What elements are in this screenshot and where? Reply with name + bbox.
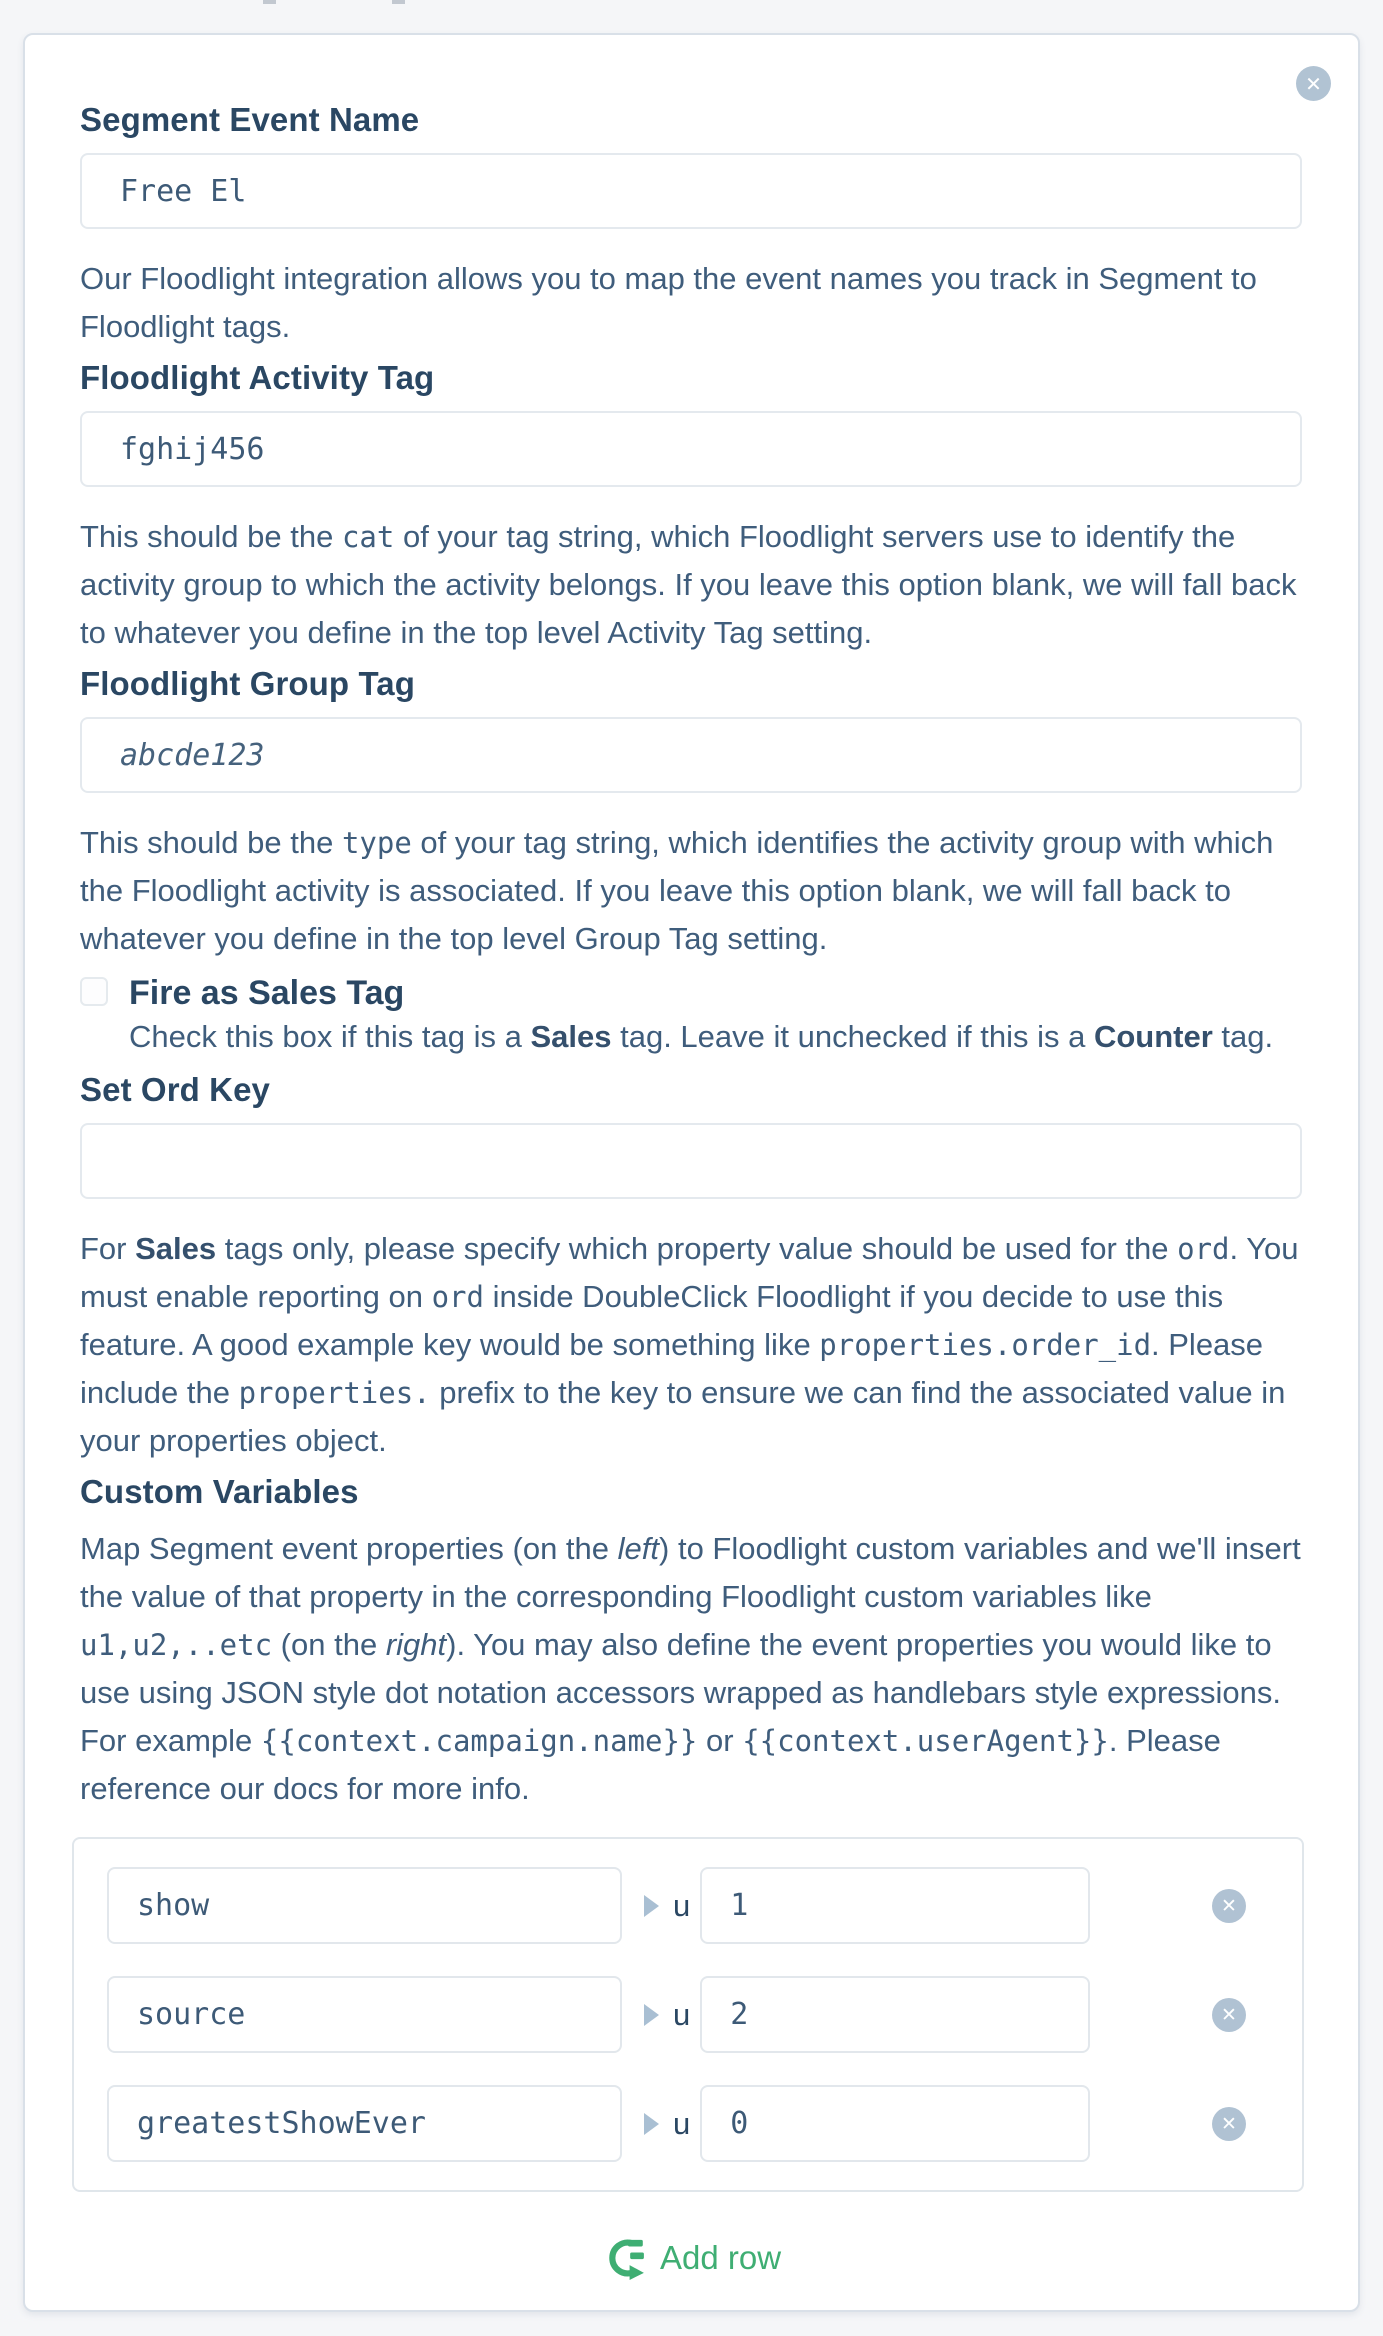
close-icon: ✕ <box>1221 1894 1237 1917</box>
segment-event-name-input[interactable] <box>80 153 1302 229</box>
close-icon: ✕ <box>1221 2003 1237 2026</box>
help-text: This should be the <box>80 519 342 554</box>
variable-number-input[interactable] <box>700 1976 1090 2053</box>
floodlight-event-mapping-modal <box>23 33 1360 2312</box>
inline-code: ord <box>431 1280 484 1314</box>
property-input[interactable] <box>107 1867 622 1944</box>
help-text: ) to Floodlight custom variables and we'll insert the value of that property in the corresponding Floodlight custom variables like <box>80 1531 1301 1614</box>
activity-tag-input[interactable] <box>80 411 1302 487</box>
ord-key-input[interactable] <box>80 1123 1302 1199</box>
help-text: . Please reference our docs for more info. <box>80 1723 1221 1806</box>
sales-tag-text <box>129 971 1273 1059</box>
add-row-button[interactable] <box>601 2236 781 2280</box>
help-text: or <box>697 1723 743 1758</box>
u-prefix-label: u <box>673 1887 691 1923</box>
map-arrow-icon <box>644 2113 659 2135</box>
bold-text: Counter <box>1093 1019 1213 1054</box>
help-text: (on the <box>272 1627 386 1662</box>
variable-number-input[interactable] <box>700 1867 1090 1944</box>
inline-code: {{context.campaign.name}} <box>260 1724 698 1758</box>
page-background-artifact <box>263 0 276 4</box>
help-text: inside DoubleClick Floodlight if you decide to use this feature. A good example key would be something like <box>80 1279 1224 1362</box>
help-text: Map Segment event properties (on the <box>80 1531 618 1566</box>
segment-event-name-help <box>80 255 1302 351</box>
remove-row-button[interactable] <box>1212 2107 1246 2141</box>
add-row-container <box>80 2236 1302 2285</box>
custom-variables-label: Custom Variables <box>80 1473 359 1510</box>
help-text: Our Floodlight integration allows you to map the event names you track in Segment to Floodlight tags. <box>80 261 1257 344</box>
group-tag-help <box>80 819 1302 963</box>
help-text: of your tag string, which identifies the activity group with which the Floodlight activity is associated. If you leave this option blank, we will fall back to whatever you define in the top level Group Tag setting. <box>80 825 1274 956</box>
u-prefix-label: u <box>673 1996 691 2032</box>
custom-variables-panel <box>72 1837 1304 2192</box>
group-tag-input[interactable] <box>80 717 1302 793</box>
add-row-label: Add row <box>659 2239 782 2276</box>
map-arrow-icon <box>644 1895 659 1917</box>
inline-code: u1,u2,..etc <box>80 1628 273 1662</box>
help-text: This should be the <box>80 825 342 860</box>
help-text: . Please include the <box>80 1327 1264 1410</box>
bold-text: Sales <box>530 1019 612 1054</box>
italic-text: left <box>617 1531 660 1566</box>
help-text: For <box>80 1231 136 1266</box>
bold-text: Sales <box>135 1231 217 1266</box>
activity-tag-help <box>80 513 1302 657</box>
inline-code: ord <box>1177 1232 1230 1266</box>
inline-code: type <box>341 826 412 860</box>
remove-row-button[interactable] <box>1212 1998 1246 2032</box>
map-arrow-icon <box>644 2004 659 2026</box>
segment-event-name-label: Segment Event Name <box>80 101 420 138</box>
close-icon: ✕ <box>1221 2112 1237 2135</box>
variable-row <box>107 1867 1274 1944</box>
help-text: of your tag string, which Floodlight servers use to identify the activity group to which the activity belongs. If you leave this option blank, we will fall back to whatever you define in the top level Activity Tag setting. <box>80 519 1297 650</box>
property-input[interactable] <box>107 1976 622 2053</box>
sales-tag-help <box>129 1015 1273 1059</box>
inline-code: cat <box>341 520 395 554</box>
custom-variables-help <box>80 1525 1302 1813</box>
page-background-artifact <box>392 0 405 4</box>
group-tag-label: Floodlight Group Tag <box>80 665 415 702</box>
modal-close-button[interactable] <box>1296 66 1331 101</box>
inline-code: properties.order_id <box>819 1328 1152 1362</box>
inline-code: {{context.userAgent}} <box>742 1724 1109 1758</box>
segment-logo-icon <box>601 2236 645 2280</box>
help-text: tags only, please specify which property value should be used for the <box>216 1231 1178 1266</box>
help-text: . You must enable reporting on <box>80 1231 1299 1314</box>
sales-tag-checkbox[interactable] <box>80 977 108 1006</box>
ord-key-label: Set Ord Key <box>80 1071 270 1108</box>
remove-row-button[interactable] <box>1212 1889 1246 1923</box>
u-prefix-label: u <box>673 2105 691 2141</box>
variable-row <box>107 1976 1274 2053</box>
help-text: tag. Leave it unchecked if this is a <box>611 1019 1094 1054</box>
property-input[interactable] <box>107 2085 622 2162</box>
activity-tag-label: Floodlight Activity Tag <box>80 359 435 396</box>
variable-number-input[interactable] <box>700 2085 1090 2162</box>
help-text: ). You may also define the event properties you would like to use using JSON style dot notation accessors wrapped as handlebars style expressions. For example <box>80 1627 1282 1758</box>
inline-code: properties. <box>238 1376 431 1410</box>
ord-key-help <box>80 1225 1302 1465</box>
close-icon: ✕ <box>1305 71 1322 96</box>
variable-row <box>107 2085 1274 2162</box>
italic-text: right <box>385 1627 447 1662</box>
sales-tag-title: Fire as Sales Tag <box>129 974 405 1012</box>
sales-tag-section <box>80 971 1302 1059</box>
help-text: Check this box if this tag is a <box>129 1019 531 1054</box>
help-text: tag. <box>1212 1019 1274 1054</box>
help-text: prefix to the key to ensure we can find the associated value in your properties object. <box>80 1375 1286 1458</box>
